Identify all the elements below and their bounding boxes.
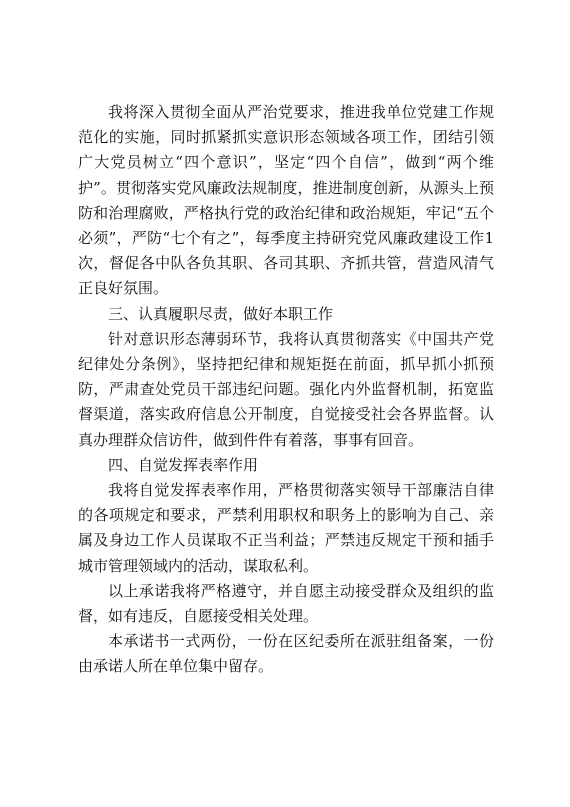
body-paragraph: 我将深入贯彻全面从严治党要求，推进我单位党建工作规范化的实施，同时抓紧抓实意识形态领域各项工作，团结引领广大党员树立“四个意识”，坚定“四个自信”，做到“两个维护”。贯彻落实党风廉政法规制度，推进制度创新，从源头上预防和治理腐败，严格执行党的政治纪律和政治规矩，牢记“五个必须”，严防“七个有之”，每季度主持研究党风廉政建设工作1次，督促各中队各负其职、各司其职、齐抓共管，营造风清气正良好氛围。 bbox=[78, 103, 494, 298]
body-paragraph: 以上承诺我将严格遵守，并自愿主动接受群众及组织的监督，如有违反，自愿接受相关处理。 bbox=[78, 581, 494, 626]
body-paragraph: 本承诺书一式两份，一份在区纪委所在派驻组备案，一份由承诺人所在单位集中留存。 bbox=[78, 632, 494, 676]
body-paragraph: 我将自觉发挥表率作用，严格贯彻落实领导干部廉洁自律的各项规定和要求，严禁利用职权和职务上的影响为自己、亲属及身边工作人员谋取不正当利益；严禁违反规定干预和插手城市管理领域内的活动，谋取私利。 bbox=[78, 481, 494, 575]
section-heading: 四、自觉发挥表率作用 bbox=[108, 455, 259, 474]
body-paragraph: 针对意识形态薄弱环节，我将认真贯彻落实《中国共产党纪律处分条例》，坚持把纪律和规矩挺在前面，抓早抓小抓预防，严肃查处党员干部违纪问题。强化内外监督机制，拓宽监督渠道，落实政府信息公开制度，自觉接受社会各界监督。认真办理群众信访件，做到件件有着落，事事有回音。 bbox=[78, 329, 494, 449]
section-heading: 三、认真履职尽责，做好本职工作 bbox=[108, 304, 334, 323]
document-page bbox=[78, 100, 494, 680]
